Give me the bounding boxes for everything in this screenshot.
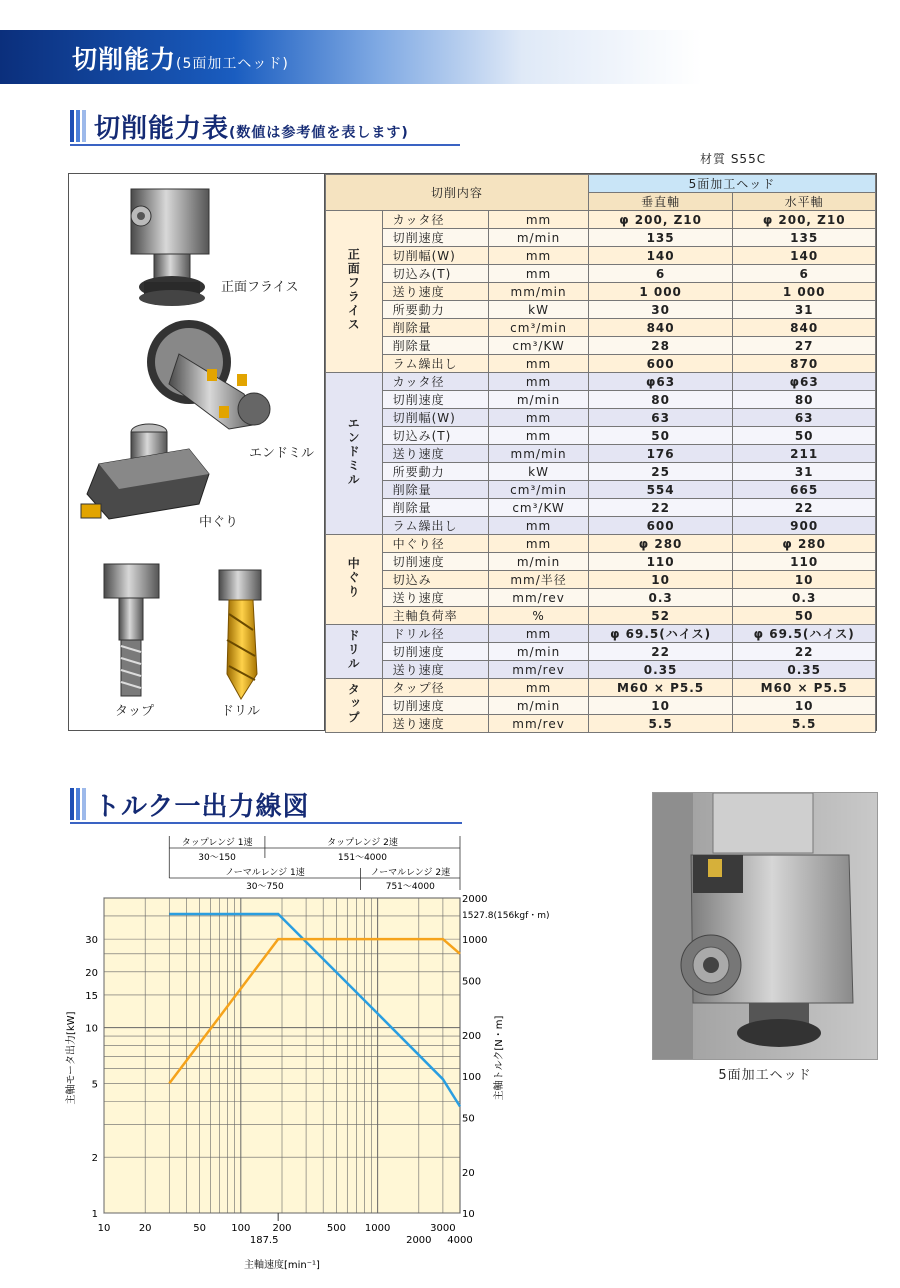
row-item: 削除量 [382,337,489,355]
material-label: 材質 S55C [700,152,767,166]
drill-tool-icon [219,570,261,699]
section-title: 切削能力表 [94,114,230,144]
row-item: 切削幅(W) [382,247,489,265]
row-vertical-value: 10 [588,571,733,589]
row-item: ラム繰出し [382,517,489,535]
label-tap: タップ [115,704,155,719]
y2-axis-label: 主軸トルク[N・m] [494,1015,505,1101]
table-row [326,373,876,391]
x-tick-label: 50 [193,1223,206,1234]
normal2-values: 751〜4000 [385,882,435,892]
row-vertical-value: 600 [588,355,733,373]
row-unit: mm/rev [489,589,589,607]
row-horizontal-value: 31 [733,463,876,481]
header-vertical-axis: 垂直軸 [588,193,733,211]
row-item: 送り速度 [382,715,489,733]
normal2-label: ノーマルレンジ 2速 [370,868,451,878]
row-item: 切込み(T) [382,427,489,445]
row-unit: mm [489,355,589,373]
table-row [326,643,876,661]
tool-illustrations [69,174,325,730]
row-horizontal-value: 840 [733,319,876,337]
y-tick-label: 10 [85,1023,98,1035]
table-row [326,625,876,643]
row-unit: mm [489,517,589,535]
banner-title-text: 切削能力 [72,45,177,74]
y2-tick-label: 200 [462,1030,482,1042]
y2-tick-label: 1000 [462,935,488,947]
row-item: 送り速度 [382,661,489,679]
row-item: 切削速度 [382,229,489,247]
row-vertical-value: 140 [588,247,733,265]
x-special-tick-label: 187.5 [249,1235,279,1246]
row-unit: mm [489,409,589,427]
group-label-text: 中ぐり [346,557,361,599]
end-mill-icon [147,320,270,429]
row-unit: mm [489,247,589,265]
row-horizontal-value: 870 [733,355,876,373]
row-unit: mm [489,535,589,553]
y-tick-label: 1 [91,1209,98,1220]
group-label-text: エンドミル [346,417,361,487]
banner-title [72,40,289,76]
row-unit: m/min [489,553,589,571]
row-horizontal-value: 1 000 [733,283,876,301]
table-row [326,481,876,499]
x-tick-label: 500 [326,1223,346,1234]
table-row [326,301,876,319]
row-vertical-value: 554 [588,481,733,499]
x-tick-label: 4000 [447,1235,473,1246]
table-row [326,337,876,355]
y-tick-label: 5 [91,1079,98,1091]
table-row [326,283,876,301]
x-tick-label: 10 [97,1223,111,1234]
table-row [326,715,876,733]
table-row [326,319,876,337]
table-row [326,463,876,481]
x-tick-label: 2000 [406,1235,432,1246]
table-row [326,409,876,427]
row-horizontal-value: φ63 [733,373,876,391]
row-item: 所要動力 [382,463,489,481]
group-label [326,679,383,733]
y2-tick-label: 20 [462,1167,475,1179]
row-horizontal-value: 0.35 [733,661,876,679]
row-unit: mm/min [489,445,589,463]
row-horizontal-value: 50 [733,607,876,625]
row-vertical-value: φ 280 [588,535,733,553]
row-vertical-value: 0.35 [588,661,733,679]
row-vertical-value: 28 [588,337,733,355]
y2-tick-label: 2000 [462,894,488,905]
tap1-label: タップレンジ 1速 [181,838,253,848]
row-horizontal-value: 135 [733,229,876,247]
table-row [326,355,876,373]
row-horizontal-value: 5.5 [733,715,876,733]
heading-bars-icon [70,788,86,820]
table-row [326,553,876,571]
row-item: 切削速度 [382,391,489,409]
row-vertical-value: φ 69.5(ハイス) [588,625,733,643]
row-vertical-value: 22 [588,643,733,661]
row-horizontal-value: φ 280 [733,535,876,553]
table-row [326,427,876,445]
cutting-capacity-table [325,174,876,733]
row-vertical-value: 135 [588,229,733,247]
row-horizontal-value: 31 [733,301,876,319]
row-unit: mm [489,625,589,643]
table-row [326,247,876,265]
y-axis-label: 主軸モータ出力[kW] [66,1011,77,1105]
banner-subtitle: (5面加工ヘッド) [176,56,289,72]
row-vertical-value: 0.3 [588,589,733,607]
table-row [326,697,876,715]
cutting-capacity-table-box [68,173,877,731]
header-cutting-content: 切削内容 [326,175,589,211]
header-5face-head: 5面加工ヘッド [588,175,875,193]
row-vertical-value: 25 [588,463,733,481]
y2-tick-label: 100 [462,1072,482,1084]
normal1-label: ノーマルレンジ 1速 [225,868,305,878]
row-vertical-value: 10 [588,697,733,715]
row-vertical-value: 80 [588,391,733,409]
table-row [326,229,876,247]
header-banner [0,30,900,84]
tap2-values: 151〜4000 [337,853,388,863]
boring-bar-icon [81,424,209,519]
row-vertical-value: 50 [588,427,733,445]
row-unit: cm³/min [489,319,589,337]
row-vertical-value: M60 × P5.5 [588,679,733,697]
row-unit: mm/min [489,283,589,301]
table-row [326,661,876,679]
row-item: 切削幅(W) [382,409,489,427]
five-face-head-image [653,793,878,1060]
row-horizontal-value: φ 200, Z10 [733,211,876,229]
row-item: ドリル径 [382,625,489,643]
group-label [326,373,383,535]
group-label-text: ドリル [346,629,361,671]
heading-underline [70,144,460,146]
row-vertical-value: 5.5 [588,715,733,733]
row-unit: mm [489,427,589,445]
x-tick-label: 200 [272,1223,292,1234]
y-tick-label: 30 [85,935,98,947]
row-horizontal-value: 22 [733,643,876,661]
row-unit: mm/rev [489,715,589,733]
row-item: 送り速度 [382,589,489,607]
table-row [326,517,876,535]
row-horizontal-value: 10 [733,571,876,589]
photo-caption: 5面加工ヘッド [718,1068,812,1083]
table-row [326,607,876,625]
table-row [326,499,876,517]
tap1-values: 30〜150 [198,853,236,863]
row-unit: m/min [489,643,589,661]
header-horizontal-axis: 水平軸 [733,193,876,211]
row-item: 切削速度 [382,553,489,571]
x-tick-label: 20 [138,1223,152,1234]
group-label-text: タップ [346,683,361,725]
row-unit: m/min [489,697,589,715]
row-vertical-value: 1 000 [588,283,733,301]
row-vertical-value: 30 [588,301,733,319]
row-vertical-value: 6 [588,265,733,283]
row-item: ラム繰出し [382,355,489,373]
section-note: (数値は参考値を表します) [229,125,409,141]
label-drill: ドリル [221,704,261,719]
row-unit: kW [489,301,589,319]
y2-tick-label: 50 [462,1113,475,1125]
row-vertical-value: 52 [588,607,733,625]
row-item: 送り速度 [382,283,489,301]
row-unit: kW [489,463,589,481]
row-vertical-value: 63 [588,409,733,427]
five-face-head-photo [652,792,878,1060]
row-item: 切込み(T) [382,265,489,283]
table-row [326,535,876,553]
row-unit: mm [489,211,589,229]
row-horizontal-value: 10 [733,697,876,715]
normal1-values: 30〜750 [246,882,284,892]
row-horizontal-value: φ 69.5(ハイス) [733,625,876,643]
row-item: 送り速度 [382,445,489,463]
row-horizontal-value: 80 [733,391,876,409]
row-item: 削除量 [382,319,489,337]
label-end-mill: エンドミル [249,446,315,461]
row-vertical-value: 176 [588,445,733,463]
table-row [326,445,876,463]
face-mill-icon [131,189,209,306]
x-tick-label: 3000 [430,1223,456,1234]
row-item: タップ径 [382,679,489,697]
heading-bars-icon [70,110,86,142]
row-unit: mm [489,679,589,697]
row-horizontal-value: 140 [733,247,876,265]
row-item: 切込み [382,571,489,589]
y-tick-label: 15 [85,990,98,1002]
row-unit: mm/rev [489,661,589,679]
y2-tick-label: 10 [462,1209,475,1220]
y-tick-label: 2 [91,1153,98,1165]
row-unit: m/min [489,391,589,409]
table-row [326,265,876,283]
y2-special-tick-label: 1527.8(156kgf・m) [462,911,550,922]
y2-tick-label: 500 [462,976,482,988]
group-label [326,211,383,373]
x-tick-label: 100 [231,1223,251,1234]
section-title: トルク一出力線図 [94,792,310,822]
table-row [326,391,876,409]
row-item: 中ぐり径 [382,535,489,553]
row-item: 削除量 [382,481,489,499]
label-face-mill: 正面フライス [221,280,299,295]
row-unit: mm/半径 [489,571,589,589]
row-unit: % [489,607,589,625]
table-row [326,211,876,229]
row-vertical-value: 22 [588,499,733,517]
table-row [326,589,876,607]
row-unit: m/min [489,229,589,247]
row-vertical-value: 600 [588,517,733,535]
row-horizontal-value: 0.3 [733,589,876,607]
row-item: 切削速度 [382,643,489,661]
row-horizontal-value: 22 [733,499,876,517]
row-item: 切削速度 [382,697,489,715]
row-horizontal-value: M60 × P5.5 [733,679,876,697]
row-vertical-value: 110 [588,553,733,571]
table-row [326,571,876,589]
tap2-label: タップレンジ 2速 [327,838,398,848]
table-row [326,679,876,697]
row-horizontal-value: 27 [733,337,876,355]
y-tick-label: 20 [85,967,98,979]
row-horizontal-value: 900 [733,517,876,535]
row-item: 主軸負荷率 [382,607,489,625]
row-horizontal-value: 63 [733,409,876,427]
label-boring: 中ぐり [199,515,239,530]
row-horizontal-value: 110 [733,553,876,571]
row-unit: mm [489,265,589,283]
row-unit: cm³/KW [489,499,589,517]
row-vertical-value: 840 [588,319,733,337]
row-item: 所要動力 [382,301,489,319]
row-unit: cm³/KW [489,337,589,355]
row-horizontal-value: 50 [733,427,876,445]
row-vertical-value: φ 200, Z10 [588,211,733,229]
torque-output-chart [60,818,580,1278]
row-unit: mm [489,373,589,391]
row-item: カッタ径 [382,211,489,229]
row-vertical-value: φ63 [588,373,733,391]
row-unit: cm³/min [489,481,589,499]
row-horizontal-value: 665 [733,481,876,499]
row-horizontal-value: 6 [733,265,876,283]
group-label-text: 正面フライス [346,248,361,332]
group-label [326,535,383,625]
x-tick-label: 1000 [364,1223,391,1234]
tap-tool-icon [104,564,159,696]
row-horizontal-value: 211 [733,445,876,463]
row-item: 削除量 [382,499,489,517]
group-label [326,625,383,679]
x-axis-label: 主軸速度[min⁻¹] [244,1260,320,1271]
row-item: カッタ径 [382,373,489,391]
